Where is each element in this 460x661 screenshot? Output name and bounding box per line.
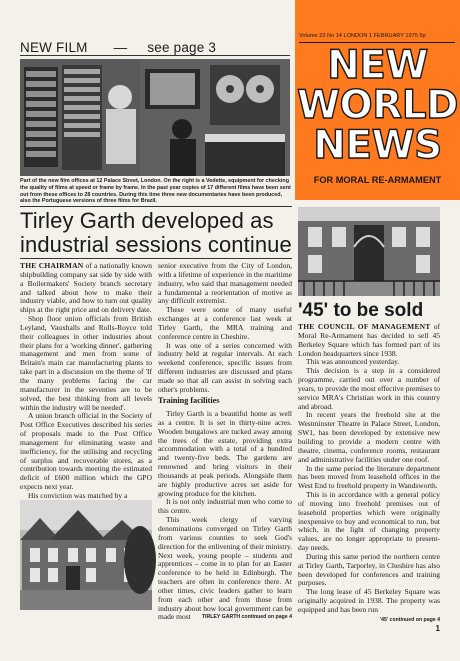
article-paragraph: His conviction was matched by a bbox=[28, 490, 128, 500]
side-continued-on-page-4-link[interactable]: '45' continued on page 4 bbox=[379, 617, 440, 623]
headline-rule-bottom bbox=[20, 258, 292, 259]
article-paragraph: The long lease of 45 Berkeley Square was originally acquired in 1938. The property was equipped and has been run bbox=[298, 587, 440, 614]
issue-line: Volume 23 No 14 LONDON 1 FEBRUARY 1975 5p bbox=[299, 33, 426, 39]
subheading-training-facilities: Training facilities bbox=[158, 396, 220, 405]
continued-on-page-4-link[interactable]: TIRLEY GARTH continued on page 4 bbox=[201, 614, 292, 620]
article-paragraph: This decision is a step in a considered programme, carried out over a number of years, to provide the most effective premises to service MRA's Christian work in this country and abroad. bbox=[298, 366, 440, 411]
article-lead-in: THE CHAIRMAN bbox=[20, 261, 84, 270]
masthead-word-news: NEWS bbox=[313, 123, 442, 168]
banner-dash: — bbox=[113, 40, 128, 55]
masthead-title bbox=[295, 43, 460, 174]
article-paragraph: Tirley Garth is a beautiful home as well as a centre. It is set in thirty-nine acres. Wooden bungalows are tucked away among the trees of the estate, providing extra accommodation with a total of a hundred and twenty-five beds. The gardens are renowned and bring visitors in their thousands at peak periods. Alongside them are highly productive acres set aside for growing produce for the kitchen. bbox=[158, 409, 292, 498]
film-offices-photo bbox=[20, 59, 290, 176]
film-offices-photo-image bbox=[20, 59, 290, 176]
article-paragraph: These were some of many useful exchanges at a conference last week at Tirley Garth, the MRA training and conference centre in Cheshire. bbox=[158, 305, 292, 341]
tirley-garth-photo bbox=[20, 500, 152, 610]
headline-line-1: Tirley Garth developed as bbox=[20, 208, 274, 233]
article-paragraph: THE CHAIRMAN of a nationally known shipbuilding company sat side by side with a Boilermakers' Society branch secretary and talked about how to make their industry viable, and how to turn out quality ships at the right price and on delivery date. bbox=[20, 261, 152, 315]
masthead-word-new: NEW bbox=[327, 43, 428, 88]
article-paragraph: THE COUNCIL OF MANAGEMENT of Moral Re-Armament has decided to sell 45 Berkeley Square which has formed part of its London headquarters since 1938. bbox=[298, 322, 440, 358]
side-article-column bbox=[298, 323, 440, 618]
see-page-link[interactable]: see page 3 bbox=[147, 40, 217, 55]
article-paragraph: This is in accordance with a general policy of moving into freehold premises out of leasehold properties which were originally inexpensive to buy and economical to run, but which, in the light of changing property values, are no longer appropriate to present-day needs. bbox=[298, 490, 440, 553]
new-film-banner bbox=[20, 40, 290, 56]
article-paragraph: senior executive from the City of London, with a lifetime of experience in the maritime industry, who said that management needed a fundamental a reorientation of motive as any difficult extremist. bbox=[158, 261, 292, 306]
article-paragraph: During this same period the northern centre at Tirley Garth, Tarporley, in Cheshire has also been developed for conferences and training purposes. bbox=[298, 551, 440, 588]
tirley-garth-photo-image bbox=[20, 500, 152, 610]
article-paragraph: Shop floor union officials from British Leyland, Vauxhalls and Rolls-Royce told their colleagues in other industries about their plans for a 'working dinner', gathering management and men from some of Britain's main car manufacturing plants to take part in a discussion on the theme of 'If the many problems facing the car manufacturer in the seventies are to be solved, the best thinking from all levels within the industry will be needed'. bbox=[20, 314, 152, 412]
article-paragraph: A union branch official in the Society of Post Office Executives described his series of proposals made to the Post Office management for eliminating waste and inefficiency, for the utilising and recycling of surplus and recoverable stores, as a contribution towards meeting the estimated deficit of £600 million which the GPO expects next year. bbox=[20, 411, 152, 492]
headline-rule-top bbox=[20, 206, 292, 207]
article-paragraph: In the same period the literature department has been moved from leasehold offices in the West End to freehold property in Wandsworth. bbox=[298, 463, 440, 491]
new-film-label: NEW FILM bbox=[20, 40, 88, 55]
top-rule bbox=[20, 55, 290, 56]
article-paragraph: This was announced yesterday. bbox=[306, 357, 400, 367]
article-column-1 bbox=[20, 262, 152, 499]
masthead-word-world: WORLD bbox=[297, 83, 458, 128]
film-photo-caption: Part of the new film offices at 12 Palace Street, London. On the right is a Vedette, equipment for checking the quality of films at speed or frame by frame. In the past year copies of 17 different films have been sent out from these offices to 28 countries. During this time three new documentaries have been produced, also the Portuguese versions of three films for Brazil. bbox=[20, 178, 291, 205]
article-paragraph: It is not only industrial men who come to this centre. bbox=[158, 497, 292, 516]
berkeley-square-photo-image bbox=[298, 207, 440, 296]
masthead-tagline: FOR MORAL RE-ARMAMENT bbox=[313, 175, 442, 185]
article-paragraph: It was one of a series concerned with industry held at regular intervals. At each weekend conference, specific issues from different industries are discussed and plans made so that all can assist in solving each other's problems. bbox=[158, 340, 292, 394]
berkeley-square-photo bbox=[298, 207, 440, 296]
headline-line-2: industrial sessions continue bbox=[20, 232, 292, 257]
side-headline: '45' to be sold bbox=[298, 300, 424, 321]
masthead bbox=[295, 0, 460, 200]
article-paragraph: This week clergy of varying denominations converged on Tirley Garth from various counties to seek God's direction for the enlivening of their ministry. Next week, young people – students and apprentices – come in to plan for an Easter conference to be held in Edinburgh. The teachers are often in conference there. At other times, civic leaders gather to learn from each other and from those from industry about how local government can be made most bbox=[158, 515, 292, 622]
main-headline bbox=[20, 209, 295, 259]
article-column-2 bbox=[158, 261, 292, 394]
page-number: 1 bbox=[435, 624, 440, 633]
article-paragraph: In recent years the freehold site at the Westminster Theatre in Palace Street, London, SW1, has been developed by extensive new building to provide a modern centre with theatre, cinema, conference rooms, restaurant and administrative facilities under one roof. bbox=[298, 410, 440, 464]
article-lead-in: THE COUNCIL OF MANAGEMENT bbox=[298, 322, 431, 331]
